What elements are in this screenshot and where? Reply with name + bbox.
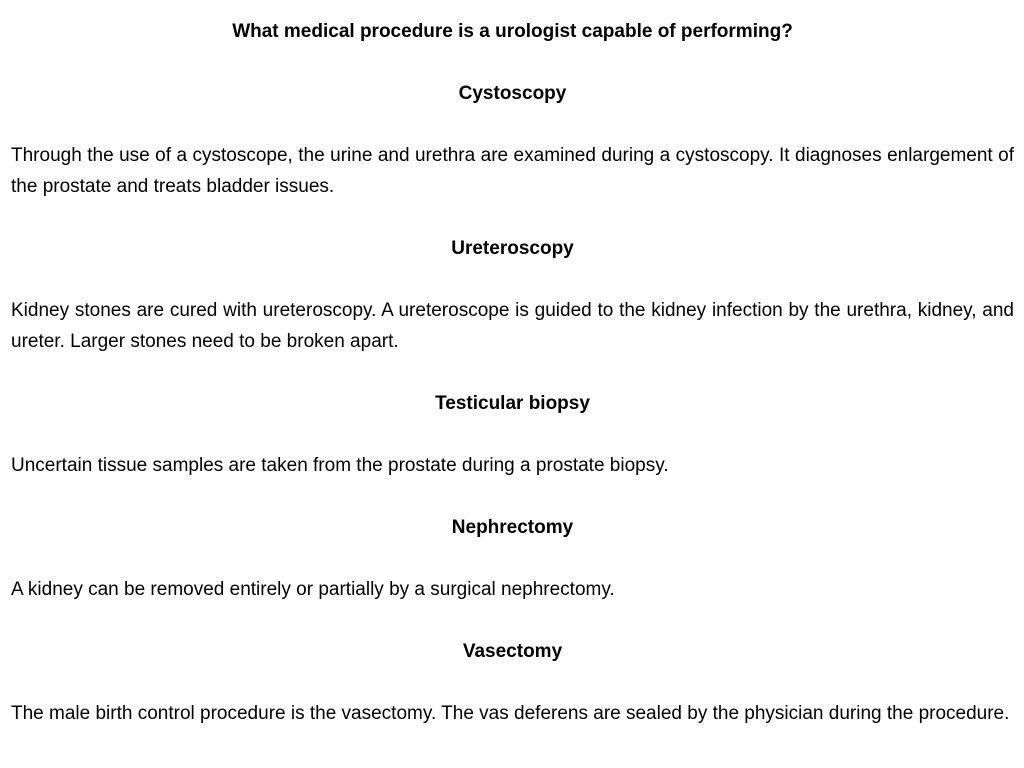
section-body-ureteroscopy: Kidney stones are cured with ureteroscopy. A ureteroscope is guided to the kidney infection by the urethra, kidney, and ureter. Larger stones need to be broken apart. [11,300,1014,352]
spacer [11,264,1014,295]
section-body-vasectomy: The male birth control procedure is the vasectomy. The vas deferens are sealed by the physician during the procedure. [11,703,1010,724]
spacer [11,667,1014,698]
spacer [11,202,1014,233]
section-body-testicular-biopsy: Uncertain tissue samples are taken from the prostate during a prostate biopsy. [11,455,669,476]
section-heading-cystoscopy: Cystoscopy [458,83,567,104]
spacer [11,419,1014,450]
document-page [11,16,1014,729]
spacer [11,543,1014,574]
spacer [11,47,1014,78]
spacer [11,481,1014,512]
spacer [11,357,1014,388]
section-heading-testicular-biopsy: Testicular biopsy [435,393,590,414]
section-heading-ureteroscopy: Ureteroscopy [451,238,574,259]
section-heading-nephrectomy: Nephrectomy [451,517,574,538]
spacer [11,109,1014,140]
section-heading-vasectomy: Vasectomy [462,641,563,662]
spacer [11,605,1014,636]
section-body-cystoscopy: Through the use of a cystoscope, the urine and urethra are examined during a cystoscopy. It diagnoses enlargement of the prostate and treats bladder issues. [11,145,1014,197]
section-body-nephrectomy: A kidney can be removed entirely or partially by a surgical nephrectomy. [11,579,615,600]
question-title: What medical procedure is a urologist capable of performing? [232,21,793,42]
